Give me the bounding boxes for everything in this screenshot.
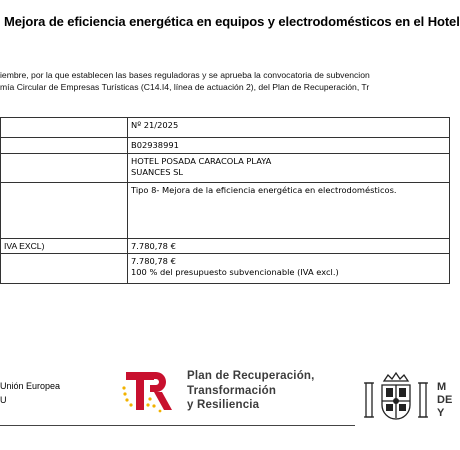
intro-line-2: mía Circular de Empresas Turísticas (C14.I4, línea de actuación 2), del Plan de Recuperación, Tr [0, 82, 370, 92]
row-label [1, 138, 128, 154]
row-label [1, 154, 128, 183]
budget-amount: 7.780,78 € [128, 239, 450, 254]
intro-line-1: iembre, por la que establecen las bases reguladoras y se aprueba la convocatoria de subvencion [0, 70, 370, 80]
page-title: Mejora de eficiencia energética en equipos y electrodomésticos en el Hotel [4, 14, 460, 29]
row-label [1, 118, 128, 138]
row-label [1, 254, 128, 284]
grant-info-table [0, 117, 450, 284]
recovery-plan-line-3: y Resiliencia [187, 399, 260, 411]
footer-divider [0, 425, 355, 426]
spain-coat-of-arms-icon [360, 371, 432, 427]
table-row [1, 239, 450, 254]
tax-id: B02938991 [128, 138, 450, 154]
ministry-line-2: DE [437, 394, 453, 406]
ministry-line-1: M [437, 381, 447, 393]
beneficiary-name-line-2: SUANCES SL [131, 167, 184, 177]
table-row [1, 118, 450, 138]
recovery-plan-text [187, 369, 315, 413]
subsidy-percentage: 100 % del presupuesto subvencionable (IVA excl.) [131, 267, 339, 277]
ministry-label [437, 381, 452, 420]
recovery-plan-logo-icon [120, 366, 176, 414]
beneficiary-name-line-1: HOTEL POSADA CARACOLA PLAYA [131, 156, 272, 166]
file-number: Nº 21/2025 [128, 118, 450, 138]
subsidy-amount: 7.780,78 € [131, 256, 176, 266]
recovery-plan-line-1: Plan de Recuperación, [187, 370, 315, 382]
eu-label-line-1: Unión Europea [0, 381, 61, 391]
eu-label-line-2: U [0, 395, 7, 405]
table-row [1, 138, 450, 154]
table-row [1, 154, 450, 183]
beneficiary [128, 154, 450, 183]
table-row [1, 254, 450, 284]
recovery-plan-line-2: Transformación [187, 384, 277, 397]
subsidy [128, 254, 450, 284]
eu-funding-label [0, 379, 60, 407]
ministry-line-3: Y [437, 407, 445, 419]
row-label-budget: IVA EXCL) [1, 239, 128, 254]
row-label [1, 183, 128, 239]
table-row [1, 183, 450, 239]
action-type: Tipo 8- Mejora de la eficiencia energética en electrodomésticos. [128, 183, 450, 239]
